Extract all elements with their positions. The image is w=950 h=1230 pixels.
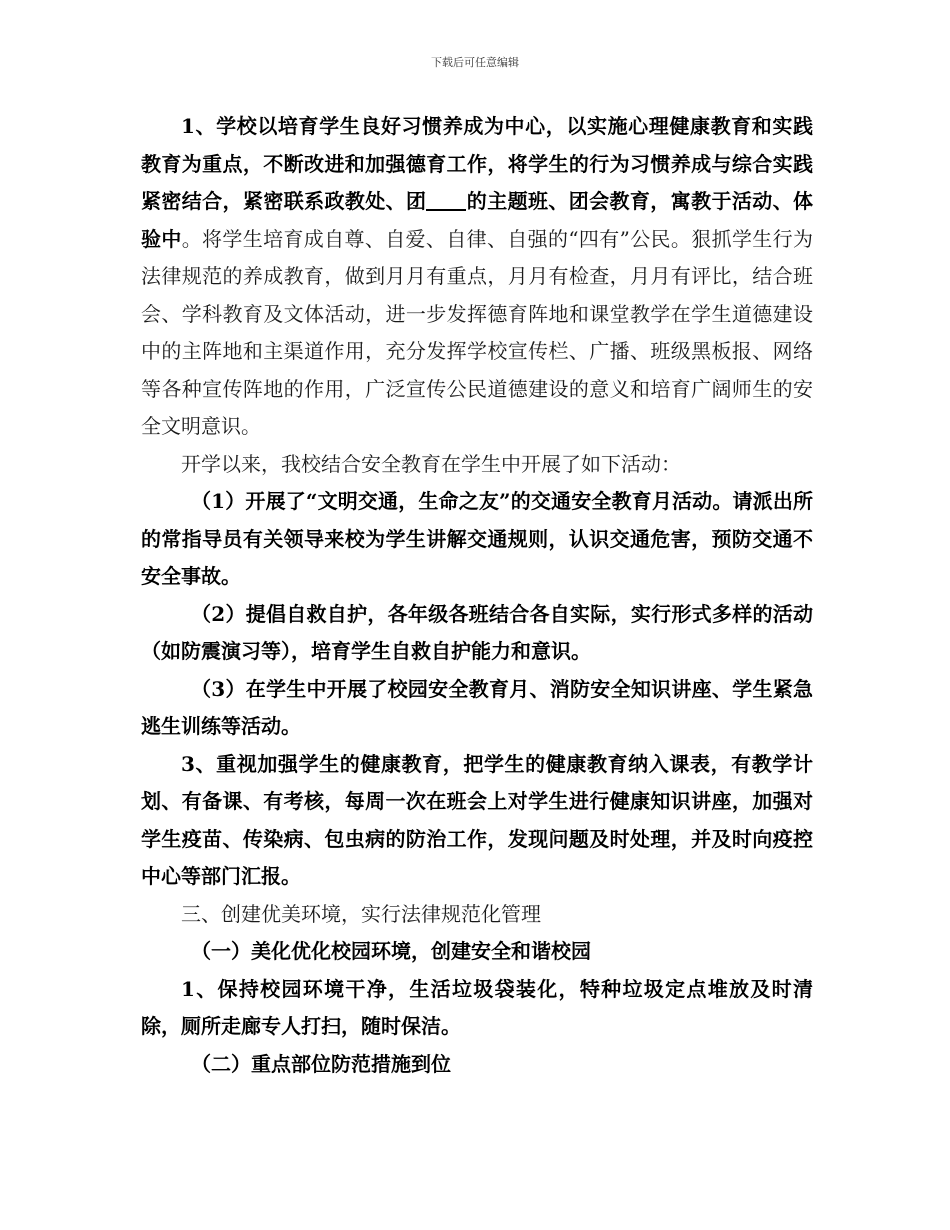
subsection-heading-2: （二）重点部位防范措施到位 [191, 1051, 451, 1076]
paragraph-item-3: （3）在学生中开展了校园安全教育月、消防安全知识讲座、学生紧急逃生训练等活动。 [141, 676, 813, 738]
paragraph-item-2: （2）提倡自救自护，各年级各班结合各自实际，实行形式多样的活动（如防震演习等），培育学生自救自护能力和意识。 [141, 601, 813, 663]
paragraph-bold-part-a: 1、学校以培育学生良好习惯养成为中心，以实施心理健康教育和实践教育为重点，不断改进和加强德育工作，将学生的行为习惯养成与综合实践紧密结合，紧密联系政教处、团 [141, 114, 813, 213]
paragraph-activities-intro: 开学以来，我校结合安全教育在学生中开展了如下活动： [181, 451, 681, 476]
subsection-heading-1: （一）美化优化校园环境，创建安全和谐校园 [191, 939, 591, 963]
paragraph-normal-part: 。将学生培育成自尊、自爱、自律、自强的“四有”公民。狠抓学生行为法律规范的养成教育，做到月月有重点，月月有检查，月月有评比，结合班会、学科教育及文体活动，进一步发挥德育阵地和课堂教学在学生道德建设中的主阵地和主渠道作用，充分发挥学校宣传栏、广播、班级黑板报、网络等各种宣传阵地的作用，广泛宣传公民道德建设的意义和培育广阔师生的安全文明意识。 [141, 226, 813, 438]
section-heading-3: 三、创建优美环境，实行法律规范化管理 [181, 901, 541, 926]
paragraph-health-education: 3、重视加强学生的健康教育，把学生的健康教育纳入课表，有教学计划、有备课、有考核，每周一次在班会上对学生进行健康知识讲座，加强对学生疫苗、传染病、包虫病的防治工作，发现问题及时处理，并及时向疫控中心等部门汇报。 [141, 751, 813, 888]
document-body [141, 108, 813, 1083]
paragraph-campus-cleaning: 1、保持校园环境干净，生活垃圾袋装化，特种垃圾定点堆放及时清除，厕所走廊专人打扫，随时保洁。 [141, 976, 813, 1038]
page-header: 下载后可任意编辑 [431, 56, 519, 69]
paragraph-bold-part-b: 的主题班、团会教育，寓教于活动、体验中 [141, 189, 814, 251]
paragraph-moral-education [141, 108, 813, 446]
fill-blank [426, 191, 466, 211]
paragraph-item-1: （1）开展了“文明交通，生命之友”的交通安全教育月活动。请派出所的常指导员有关领导来校为学生讲解交通规则，认识交通危害，预防交通不安全事故。 [141, 489, 813, 588]
